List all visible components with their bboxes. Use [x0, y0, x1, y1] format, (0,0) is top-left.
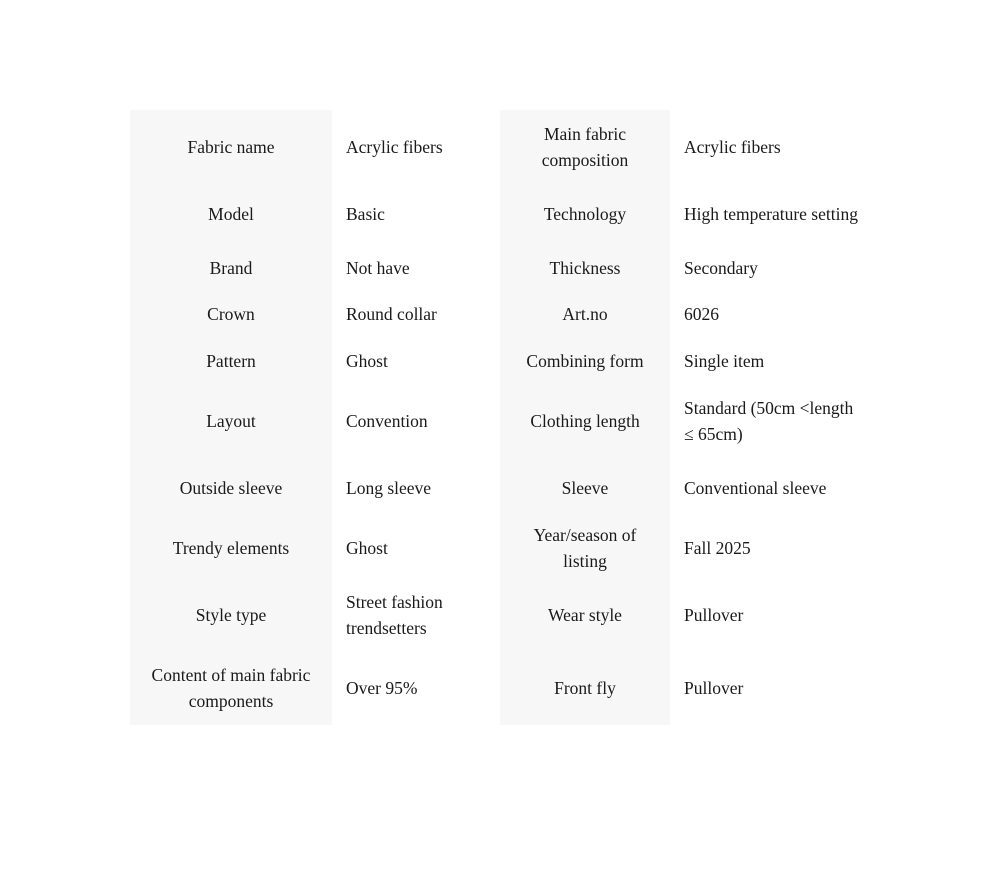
- spec-value: Acrylic fibers: [346, 137, 443, 157]
- spec-value: Fall 2025: [684, 538, 751, 558]
- spec-value: Pullover: [684, 604, 744, 625]
- spec-label: Year/season of listing: [500, 518, 670, 578]
- product-specification-table: [130, 110, 874, 725]
- spec-value: Basic: [346, 204, 385, 224]
- spec-label: Sleeve: [500, 458, 670, 518]
- spec-label: Art.no: [500, 291, 670, 337]
- spec-label: Thickness: [500, 244, 670, 291]
- spec-value: Secondary: [684, 257, 758, 278]
- spec-value: Single item: [684, 350, 765, 371]
- spec-label: Technology: [500, 184, 670, 244]
- spec-label: Crown: [130, 291, 332, 337]
- spec-label: Layout: [130, 384, 332, 458]
- spec-label: Clothing length: [500, 384, 670, 458]
- spec-value: Street fashion trendsetters: [346, 591, 443, 638]
- spec-value: Convention: [346, 411, 428, 431]
- spec-label: Main fabric composition: [500, 110, 670, 184]
- spec-value: Ghost: [346, 538, 388, 558]
- spec-value: 6026: [684, 304, 719, 324]
- spec-value: Over 95%: [346, 678, 418, 698]
- spec-value: Acrylic fibers: [684, 137, 781, 157]
- spec-label: Brand: [130, 244, 332, 291]
- spec-value: Ghost: [346, 350, 388, 371]
- spec-value: Standard (50cm <length ≤ 65cm): [684, 398, 854, 444]
- spec-label: Content of main fabric components: [130, 651, 332, 725]
- spec-label: Pattern: [130, 337, 332, 384]
- spec-label: Wear style: [500, 578, 670, 651]
- spec-value: Pullover: [684, 678, 744, 698]
- spec-label: Combining form: [500, 337, 670, 384]
- spec-label: Model: [130, 184, 332, 244]
- spec-label: Style type: [130, 578, 332, 651]
- spec-label: Trendy elements: [130, 518, 332, 578]
- spec-label: Fabric name: [130, 110, 332, 184]
- spec-label: Outside sleeve: [130, 458, 332, 518]
- spec-value: Long sleeve: [346, 478, 432, 498]
- spec-label: Front fly: [500, 651, 670, 725]
- spec-value: Conventional sleeve: [684, 478, 827, 498]
- spec-value: High temperature setting: [684, 204, 858, 224]
- spec-value: Not have: [346, 257, 410, 278]
- spec-value: Round collar: [346, 304, 437, 324]
